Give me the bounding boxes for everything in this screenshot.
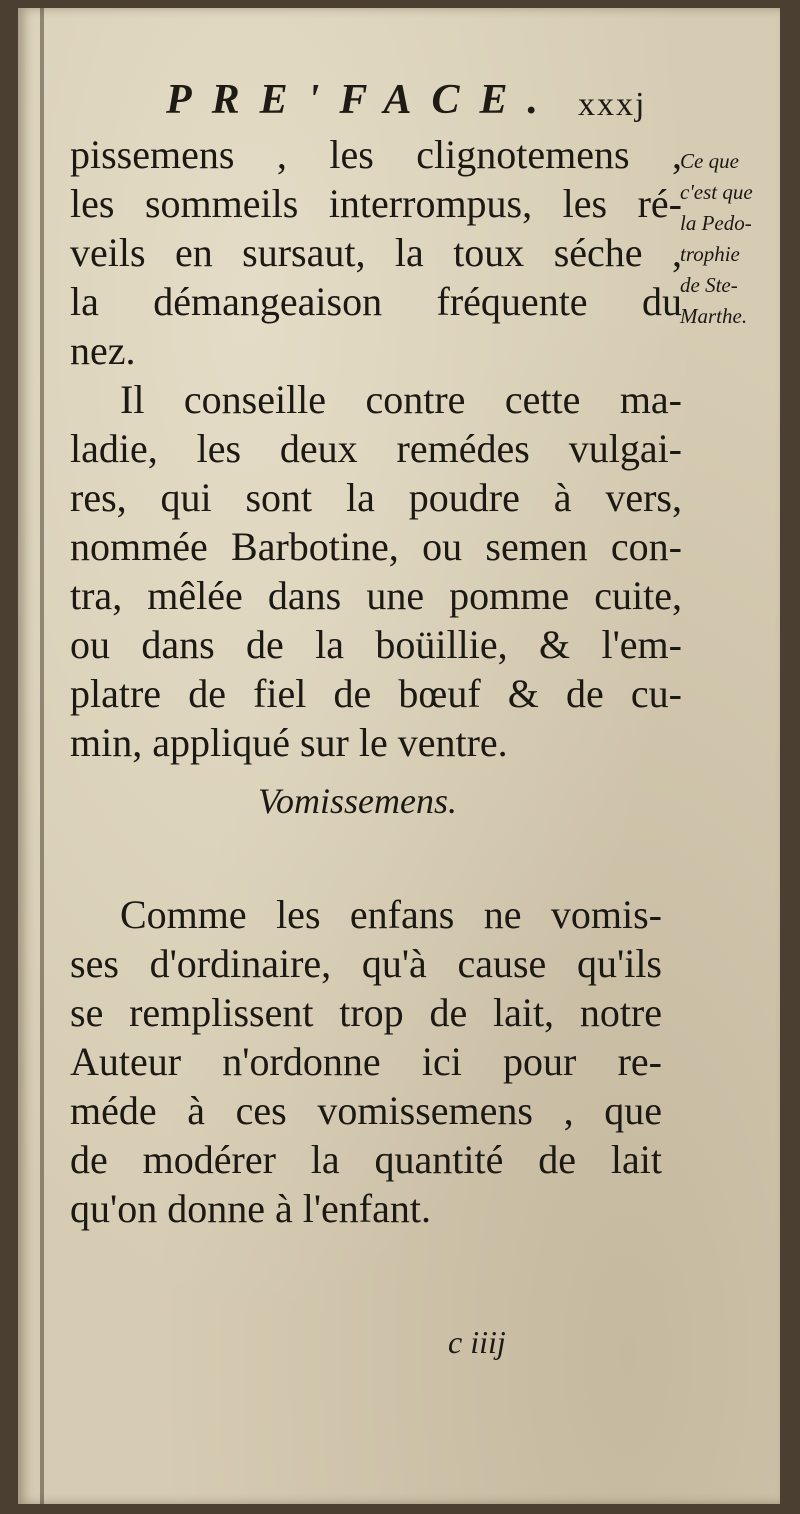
text-line: les sommeils interrompus, les ré- bbox=[70, 181, 682, 226]
text-line: Comme les enfans ne vomis- bbox=[120, 892, 662, 937]
marginal-line: trophie bbox=[680, 242, 740, 266]
marginal-line: c'est que bbox=[680, 180, 753, 204]
text-line: qu'on donne à l'enfant. bbox=[70, 1186, 431, 1231]
text-line: ladie, les deux remédes vulgai- bbox=[70, 426, 682, 471]
text-line: se remplissent trop de lait, notre bbox=[70, 990, 662, 1035]
marginal-line: de Ste- bbox=[680, 273, 738, 297]
text-line: de modérer la quantité de lait bbox=[70, 1137, 662, 1182]
text-line: nez. bbox=[70, 328, 136, 373]
main-text bbox=[70, 130, 682, 767]
marginal-line: Marthe. bbox=[680, 304, 748, 328]
page-number: xxxj bbox=[578, 86, 647, 123]
section-title: Vomissemens. bbox=[258, 781, 457, 821]
marginal-line: la Pedo- bbox=[680, 211, 752, 235]
text-line: res, qui sont la poudre à vers, bbox=[70, 475, 682, 520]
text-line: méde à ces vomissemens , que bbox=[70, 1088, 662, 1133]
page-header bbox=[148, 76, 688, 136]
page-gutter bbox=[40, 8, 44, 1504]
text-line: nommée Barbotine, ou semen con- bbox=[70, 524, 682, 569]
marginal-line: Ce que bbox=[680, 149, 739, 173]
signature-mark: c iiij bbox=[448, 1324, 506, 1360]
text-line: Auteur n'ordonne ici pour re- bbox=[70, 1039, 662, 1084]
marginal-note bbox=[680, 146, 790, 332]
text-line: pissemens , les clignotemens , bbox=[70, 132, 682, 177]
section-text bbox=[70, 890, 662, 1233]
book-page bbox=[18, 8, 780, 1504]
text-line: min, appliqué sur le ventre. bbox=[70, 720, 508, 765]
text-line: Il conseille contre cette ma- bbox=[120, 377, 682, 422]
text-line: ou dans de la boüillie, & l'em- bbox=[70, 622, 682, 667]
text-line: la démangeaison fréquente du bbox=[70, 279, 682, 324]
text-line: veils en sursaut, la toux séche , bbox=[70, 230, 682, 275]
text-line: tra, mêlée dans une pomme cuite, bbox=[70, 573, 682, 618]
text-line: platre de fiel de bœuf & de cu- bbox=[70, 671, 682, 716]
text-line: ses d'ordinaire, qu'à cause qu'ils bbox=[70, 941, 662, 986]
running-head: PRE'FACE. bbox=[166, 77, 559, 123]
